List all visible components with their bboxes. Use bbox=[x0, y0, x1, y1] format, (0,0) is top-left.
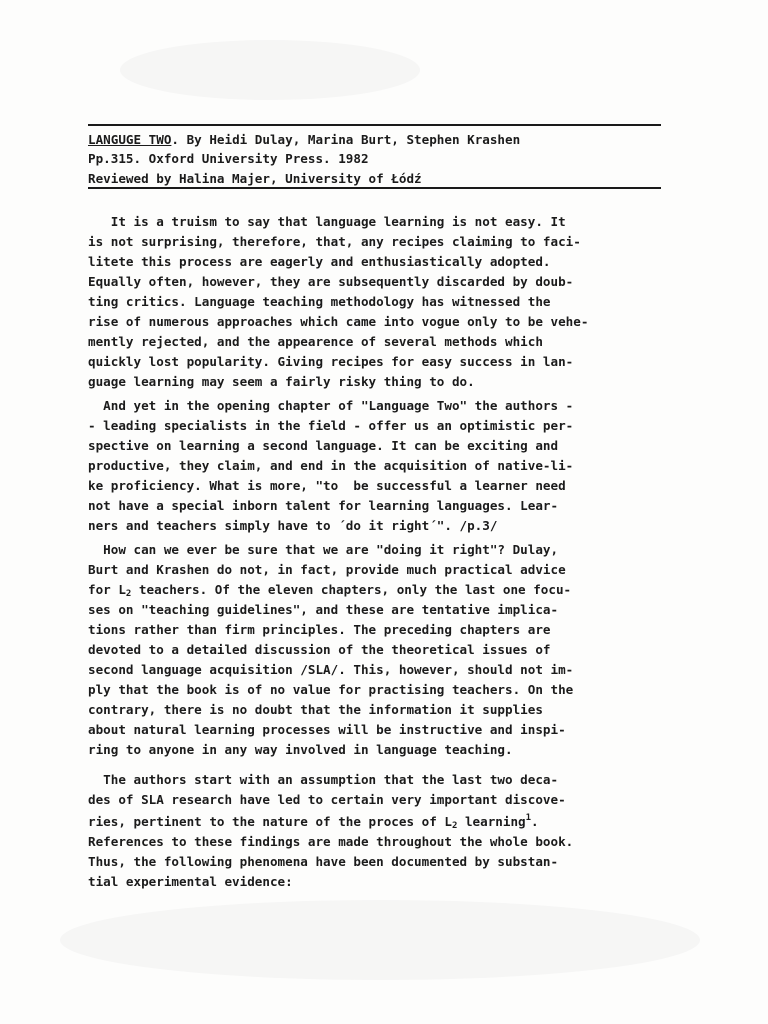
body-line: ply that the book is of no value for practising teachers. On the bbox=[88, 682, 574, 697]
body-line: mently rejected, and the appearence of several methods which bbox=[88, 334, 543, 349]
body-line: quickly lost popularity. Giving recipes for easy success in lan- bbox=[88, 354, 574, 369]
body-line: Burt and Krashen do not, in fact, provide much practical advice bbox=[88, 562, 566, 577]
body-line: ses on "teaching guidelines", and these are tentative implica- bbox=[88, 602, 559, 617]
body-line: ners and teachers simply have to ´do it right´". /p.3/ bbox=[88, 518, 498, 533]
body-line: litete this process are eagerly and enthusiastically adopted. bbox=[88, 254, 551, 269]
body-line: It is a truism to say that language learning is not easy. It bbox=[88, 214, 566, 229]
subscript: 2 bbox=[125, 589, 132, 599]
body-line: tial experimental evidence: bbox=[88, 874, 293, 889]
publication-line: Pp.315. Oxford University Press. 1982 bbox=[88, 151, 369, 166]
book-title: LANGUGE TWO bbox=[88, 132, 172, 147]
body-line: about natural learning processes will be instructive and inspi- bbox=[88, 722, 566, 737]
text-run: teachers. Of the eleven chapters, only the last one focu- bbox=[131, 582, 572, 597]
body-line: - leading specialists in the field - offer us an optimistic per- bbox=[88, 418, 574, 433]
body-line: Equally often, however, they are subsequently discarded by doub- bbox=[88, 274, 574, 289]
body-line: How can we ever be sure that we are "doing it right"? Dulay, bbox=[88, 542, 559, 557]
body-line: tions rather than firm principles. The preceding chapters are bbox=[88, 622, 551, 637]
footnote-marker: 1 bbox=[525, 813, 532, 823]
body-line bbox=[88, 584, 571, 599]
subscript: 2 bbox=[451, 821, 458, 831]
text-run: learning bbox=[457, 814, 526, 829]
book-authors: . By Heidi Dulay, Marina Burt, Stephen Krashen bbox=[171, 132, 521, 147]
text-run: . bbox=[531, 814, 539, 829]
body-line: contrary, there is no doubt that the information it supplies bbox=[88, 702, 543, 717]
body-line: des of SLA research have led to certain very important discove- bbox=[88, 792, 566, 807]
text-run: for L bbox=[88, 582, 126, 597]
body-line: second language acquisition /SLA/. This, however, should not im- bbox=[88, 662, 574, 677]
body-line: guage learning may seem a fairly risky thing to do. bbox=[88, 374, 475, 389]
scan-speck bbox=[120, 40, 420, 100]
body-line: is not surprising, therefore, that, any recipes claiming to faci- bbox=[88, 234, 581, 249]
body-line: ke proficiency. What is more, "to be successful a learner need bbox=[88, 478, 566, 493]
body-line: spective on learning a second language. It can be exciting and bbox=[88, 438, 559, 453]
body-line: And yet in the opening chapter of "Language Two" the authors - bbox=[88, 398, 574, 413]
body-line: rise of numerous approaches which came into vogue only to be vehe- bbox=[88, 314, 589, 329]
header-top-rule bbox=[88, 124, 661, 126]
reviewer-line: Reviewed by Halina Majer, University of Łódź bbox=[88, 171, 422, 186]
body-line bbox=[88, 814, 539, 831]
body-line: Thus, the following phenomena have been documented by substan- bbox=[88, 854, 559, 869]
header-bottom-rule bbox=[88, 187, 661, 189]
body-line: The authors start with an assumption that the last two deca- bbox=[88, 772, 559, 787]
body-line: ting critics. Language teaching methodology has witnessed the bbox=[88, 294, 551, 309]
body-line: References to these findings are made throughout the whole book. bbox=[88, 834, 574, 849]
body-line: not have a special inborn talent for learning languages. Lear- bbox=[88, 498, 559, 513]
body-line: ring to anyone in any way involved in language teaching. bbox=[88, 742, 513, 757]
scan-speck bbox=[60, 900, 700, 980]
body-line: devoted to a detailed discussion of the theoretical issues of bbox=[88, 642, 551, 657]
review-title-line bbox=[88, 134, 520, 147]
text-run: ries, pertinent to the nature of the proces of L bbox=[88, 814, 452, 829]
body-line: productive, they claim, and end in the acquisition of native-li- bbox=[88, 458, 574, 473]
